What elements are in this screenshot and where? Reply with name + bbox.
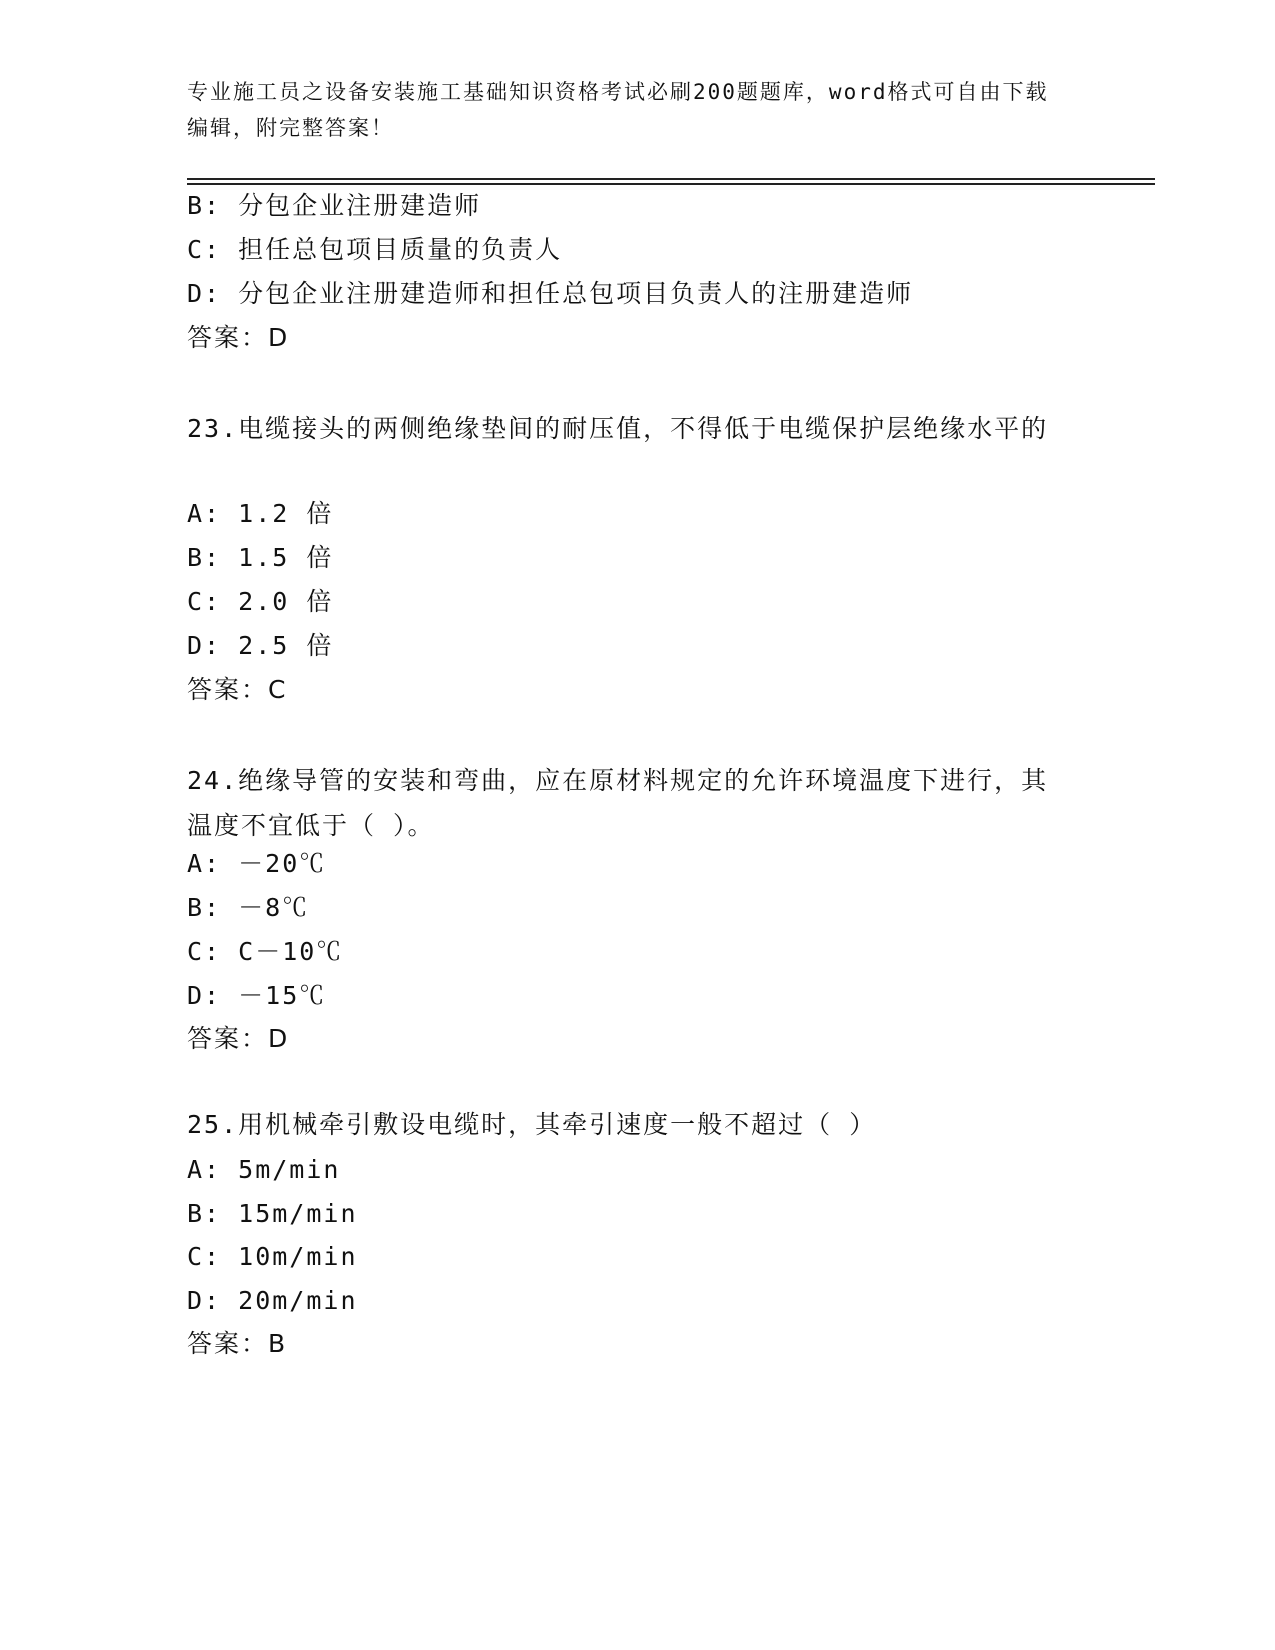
question-24-answer: 答案：D [187, 1024, 290, 1053]
question-25-option-d: D: 20m/min [187, 1286, 358, 1315]
question-23-answer: 答案：C [187, 675, 288, 704]
prev-answer: 答案：D [187, 323, 290, 352]
prev-option-b: B: 分包企业注册建造师 [187, 191, 482, 220]
question-23-option-b: B: 1.5 倍 [187, 543, 334, 572]
question-24-option-d: D: －15℃ [187, 981, 327, 1010]
question-24-option-a: A: －20℃ [187, 849, 327, 878]
question-24-option-b: B: －8℃ [187, 893, 310, 922]
document-header: 专业施工员之设备安装施工基础知识资格考试必刷200题题库，word格式可自由下载编辑，附完整答案！ [187, 80, 1049, 140]
question-25-option-c: C: 10m/min [187, 1242, 358, 1271]
question-25-option-b: B: 15m/min [187, 1199, 358, 1228]
prev-option-d: D: 分包企业注册建造师和担任总包项目负责人的注册建造师 [187, 279, 914, 308]
header-divider-bottom [187, 183, 1155, 185]
header-divider-top [187, 178, 1155, 180]
question-23-option-d: D: 2.5 倍 [187, 631, 334, 660]
question-25-stem: 25.用机械牵引敷设电缆时，其牵引速度一般不超过（ ） [187, 1110, 877, 1139]
question-24-stem: 24.绝缘导管的安装和弯曲，应在原材料规定的允许环境温度下进行，其温度不宜低于（ ）。 [187, 766, 1049, 840]
prev-option-c: C: 担任总包项目质量的负责人 [187, 235, 563, 264]
question-23-option-a: A: 1.2 倍 [187, 499, 334, 528]
question-23-option-c: C: 2.0 倍 [187, 587, 334, 616]
question-23-stem: 23.电缆接头的两侧绝缘垫间的耐压值，不得低于电缆保护层绝缘水平的 [187, 414, 1049, 443]
question-24-option-c: C: C－10℃ [187, 937, 344, 966]
question-25-answer: 答案：B [187, 1329, 288, 1358]
question-25-option-a: A: 5m/min [187, 1155, 341, 1184]
